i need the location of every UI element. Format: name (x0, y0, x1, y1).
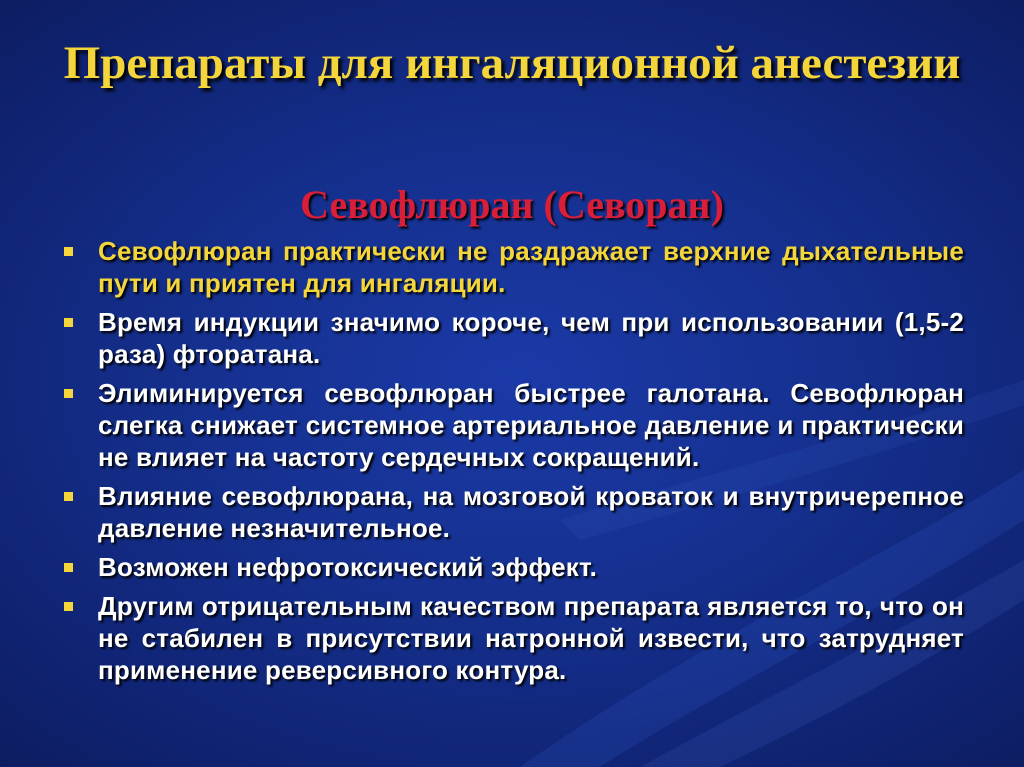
bullet-item (60, 590, 964, 686)
bullet-text: Время индукции значимо короче, чем при использовании (1,5-2 раза) фторатана. (98, 307, 964, 369)
bullet-list (60, 235, 964, 693)
bullet-text: Другим отрицательным качеством препарата является то, что он не стабилен в присутствии натронной извести, что затрудняет применение реверсивного контура. (98, 591, 964, 685)
square-bullet-icon (64, 247, 73, 256)
bullet-text: Влияние севофлюрана, на мозговой кроваток и внутричерепное давление незначительное. (98, 481, 964, 543)
square-bullet-icon (64, 492, 73, 501)
bullet-item (60, 551, 964, 583)
square-bullet-icon (64, 318, 73, 327)
bullet-text: Возможен нефротоксический эффект. (98, 552, 598, 582)
bullet-item (60, 235, 964, 299)
square-bullet-icon (64, 389, 73, 398)
square-bullet-icon (64, 563, 73, 572)
bullet-item (60, 480, 964, 544)
bullet-text: Севофлюран практически не раздражает верхние дыхательные пути и приятен для ингаляции. (98, 236, 964, 298)
square-bullet-icon (64, 602, 73, 611)
bullet-item (60, 306, 964, 370)
bullet-item (60, 377, 964, 473)
bullet-text: Элиминируется севофлюран быстрее галотана. Севофлюран слегка снижает системное артериальное давление и практически не влияет на частоту сердечных сокращений. (98, 378, 964, 472)
slide-title: Препараты для ингаляционной анестезии (63, 37, 961, 89)
slide-subtitle: Севофлюран (Севоран) (300, 182, 724, 227)
